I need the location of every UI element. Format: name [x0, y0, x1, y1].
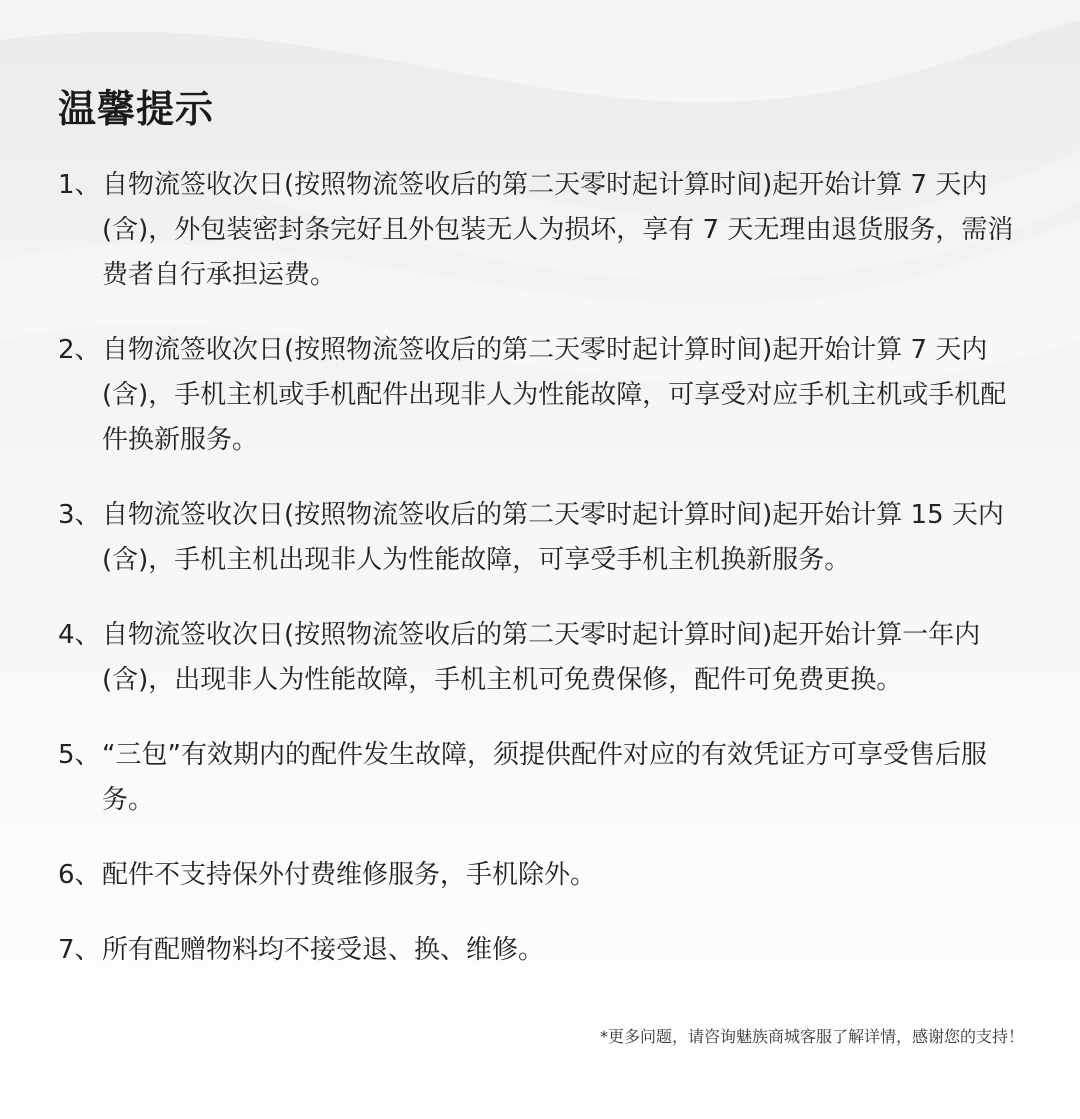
notice-item-3	[58, 493, 1024, 583]
notice-number: 4、	[58, 620, 101, 650]
notice-list	[58, 163, 1024, 973]
notice-item-4	[58, 613, 1024, 703]
notice-item-1	[58, 163, 1024, 298]
notice-number: 3、	[58, 500, 101, 530]
notice-number: 2、	[58, 335, 101, 365]
notice-text: 配件不支持保外付费维修服务，手机除外。	[102, 860, 597, 890]
notice-text: 自物流签收次日(按照物流签收后的第二天零时起计算时间)起开始计算一年内(含)，出现非人为性能故障，手机主机可免费保修，配件可免费更换。	[102, 620, 981, 695]
notice-item-5	[58, 733, 1024, 823]
notice-item-7	[58, 928, 1024, 973]
notice-number: 6、	[58, 860, 101, 890]
notice-panel	[58, 78, 1024, 1003]
notice-text: 自物流签收次日(按照物流签收后的第二天零时起计算时间)起开始计算 15 天内(含)，手机主机出现非人为性能故障，可享受手机主机换新服务。	[102, 500, 1004, 575]
notice-item-6	[58, 853, 1024, 898]
footer-note: *更多问题，请咨询魅族商城客服了解详情，感谢您的支持！	[599, 1027, 1024, 1046]
notice-number: 5、	[58, 740, 101, 770]
page-title: 温馨提示	[58, 87, 215, 131]
notice-text: 自物流签收次日(按照物流签收后的第二天零时起计算时间)起开始计算 7 天内(含)，外包装密封条完好且外包装无人为损坏，享有 7 天无理由退货服务，需消费者自行承担运费。	[102, 170, 1014, 290]
notice-item-2	[58, 328, 1024, 463]
notice-number: 1、	[58, 170, 101, 200]
notice-number: 7、	[58, 935, 101, 965]
notice-text: 所有配赠物料均不接受退、换、维修。	[102, 935, 545, 965]
notice-text: 自物流签收次日(按照物流签收后的第二天零时起计算时间)起开始计算 7 天内(含)，手机主机或手机配件出现非人为性能故障，可享受对应手机主机或手机配件换新服务。	[102, 335, 1007, 455]
notice-text: “三包”有效期内的配件发生故障，须提供配件对应的有效凭证方可享受售后服务。	[102, 740, 987, 815]
